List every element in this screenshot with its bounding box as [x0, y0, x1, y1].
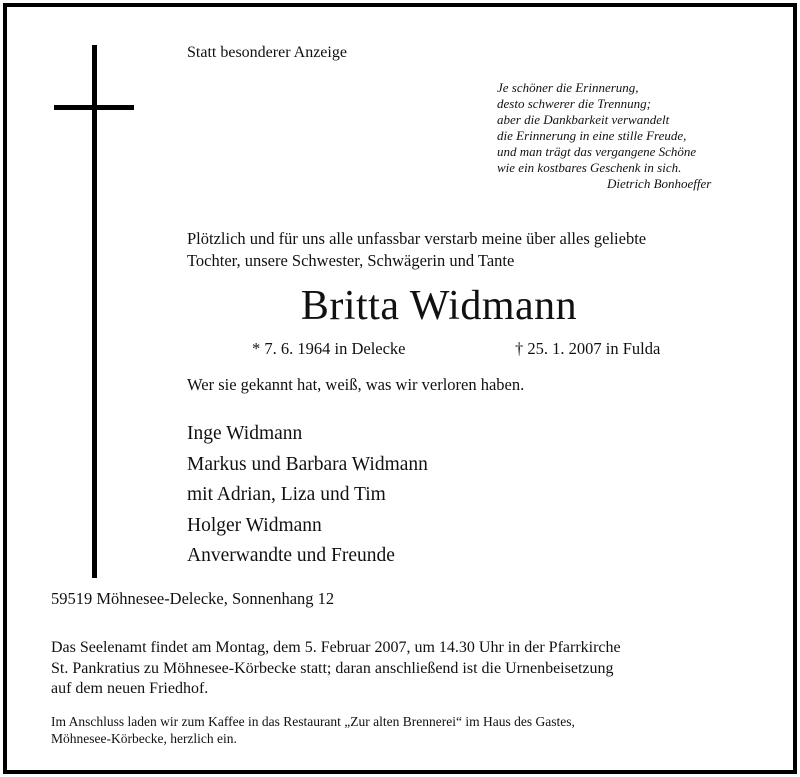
mourner-line: Holger Widmann [187, 514, 322, 536]
quote-line: die Erinnerung in eine stille Freude, [497, 128, 687, 143]
mourner-line: Anverwandte und Freunde [187, 545, 395, 566]
coffee-invitation [51, 713, 763, 747]
intro-line: Tochter, unsere Schwester, Schwägerin und Tante [187, 251, 515, 270]
quote-line: wie ein kostbares Geschenk in sich. [497, 160, 682, 175]
obituary-notice [3, 3, 797, 774]
death-date: † 25. 1. 2007 in Fulda [515, 339, 661, 358]
mourners-list [187, 419, 428, 572]
quote-block [497, 80, 711, 192]
quote-line: und man trägt das vergangene Schöne [497, 144, 697, 159]
memorial-saying: Wer sie gekannt hat, weiß, was wir verloren haben. [187, 375, 525, 394]
intro-text [187, 228, 646, 272]
mourner-line: Markus und Barbara Widmann [187, 453, 428, 475]
service-line: auf dem neuen Friedhof. [51, 680, 209, 697]
service-info [51, 638, 763, 700]
deceased-name: Britta Widmann [300, 283, 578, 329]
quote-line: aber die Dankbarkeit verwandelt [497, 112, 670, 127]
intro-line: Plötzlich und für uns alle unfassbar verstarb meine über alles geliebte [187, 229, 647, 248]
quote-author: Dietrich Bonhoeffer [607, 176, 712, 191]
coffee-line: Im Anschluss laden wir zum Kaffee in das Restaurant „Zur alten Brennerei“ im Haus des Gastes, [51, 714, 575, 729]
notice-header: Statt besonderer Anzeige [187, 44, 347, 61]
quote-line: desto schwerer die Trennung; [497, 96, 651, 111]
cross-icon-bar [54, 105, 134, 110]
family-address: 59519 Möhnesee-Delecke, Sonnenhang 12 [51, 589, 335, 608]
quote-line: Je schöner die Erinnerung, [497, 80, 639, 95]
birth-date: * 7. 6. 1964 in Delecke [252, 339, 406, 358]
mourner-line: Inge Widmann [187, 423, 303, 444]
service-line: Das Seelenamt findet am Montag, dem 5. Februar 2007, um 14.30 Uhr in der Pfarrkirche [51, 639, 621, 656]
service-line: St. Pankratius zu Möhnesee-Körbecke statt; daran anschließend ist die Urnenbeisetzung [51, 659, 614, 677]
mourner-line: mit Adrian, Liza und Tim [187, 484, 386, 505]
coffee-line: Möhnesee-Körbecke, herzlich ein. [51, 731, 237, 746]
